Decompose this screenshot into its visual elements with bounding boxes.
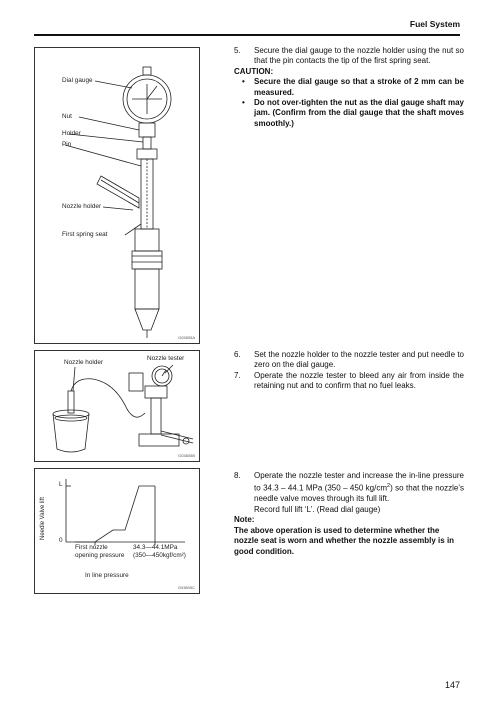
bullet-text: Do not over-tighten the nut as the dial gauge shaft may jam. (Confirm from the dial gauge that the shaft moves smoothly.) — [254, 98, 464, 128]
step-text: Secure the dial gauge to the nozzle holder using the nut so that the pin contacts the tip of the first spring seat. — [254, 46, 464, 66]
bullet-icon: • — [242, 77, 245, 87]
step-number: 8. — [234, 471, 241, 480]
instructions-block-1 — [234, 46, 464, 129]
step-8 — [234, 471, 464, 505]
note-label: Note: — [234, 515, 255, 525]
figure-code: G03805A — [178, 335, 195, 340]
step-text-a: Operate the nozzle tester and increase the in-line pressure to 34.3 – 44.1 MPa (350 – 450 kg/cm — [254, 471, 464, 494]
figure-dial-gauge-setup — [34, 47, 200, 344]
x-label-pressure-line2: (350—450kgf/cm²) — [133, 552, 186, 559]
caution-bullet — [234, 98, 464, 129]
instructions-block-3 — [234, 471, 464, 557]
x-label-first-opening-line2: opening pressure — [75, 552, 125, 559]
record-line: Record full lift ‘L’. (Read dial gauge) — [254, 504, 381, 514]
label-dial-gauge: Dial gauge — [62, 77, 93, 84]
caution-bullet — [234, 77, 464, 98]
figure-nozzle-tester — [34, 350, 200, 462]
label-nozzle-holder: Nozzle holder — [62, 203, 102, 210]
step-7 — [234, 371, 464, 392]
label-holder: Holder — [62, 130, 81, 137]
bullet-text: Secure the dial gauge so that a stroke of 2 mm can be measured. — [254, 77, 464, 97]
instructions-block-2 — [234, 350, 464, 392]
step-number: 5. — [234, 46, 241, 55]
label-first-spring-seat: First spring seat — [62, 231, 108, 238]
label-nozzle-holder: Nozzle holder — [64, 359, 104, 366]
header-rule — [34, 34, 460, 36]
step-text: Set the nozzle holder to the nozzle tester and put needle to zero on the dial gauge. — [254, 350, 464, 370]
step-6 — [234, 350, 464, 371]
figure-code: G03805B — [178, 453, 195, 458]
bullet-icon: • — [242, 98, 245, 108]
caution-label: CAUTION: — [234, 66, 274, 76]
section-title: Fuel System — [409, 19, 460, 29]
page-number: 147 — [444, 680, 460, 690]
nozzle-tester-drawing — [35, 351, 199, 461]
label-nut: Nut — [62, 113, 72, 120]
step-text-b: ) so that the nozzle’s needle valve moves through its full lift. — [254, 484, 464, 504]
step-text: Operate the nozzle tester to bleed any air from inside the retaining nut and to confirm that no fuel leaks. — [254, 370, 464, 391]
figure-lift-graph — [34, 468, 200, 594]
label-nozzle-tester: Nozzle tester — [147, 355, 185, 362]
step-number: 6. — [234, 350, 241, 359]
x-label-first-opening-line1: First nozzle — [75, 544, 108, 551]
y-axis-zero-label: 0 — [59, 537, 63, 544]
y-axis-title: Needle Valve lift — [40, 497, 46, 540]
step-5 — [234, 46, 464, 67]
superscript: 2 — [387, 483, 391, 490]
y-axis-top-label: L — [59, 481, 63, 488]
x-axis-title: In line pressure — [85, 572, 129, 579]
nozzle-holder-drawing — [35, 48, 199, 343]
label-pin: Pin — [62, 141, 72, 148]
x-label-pressure-line1: 34.3—44.1MPa — [133, 544, 178, 551]
note-text: The above operation is used to determine whether the nozzle seat is worn and whether the nozzle assembly is in good condition. — [234, 525, 455, 556]
figure-code: G03805C — [177, 585, 195, 590]
step-number: 7. — [234, 370, 241, 380]
